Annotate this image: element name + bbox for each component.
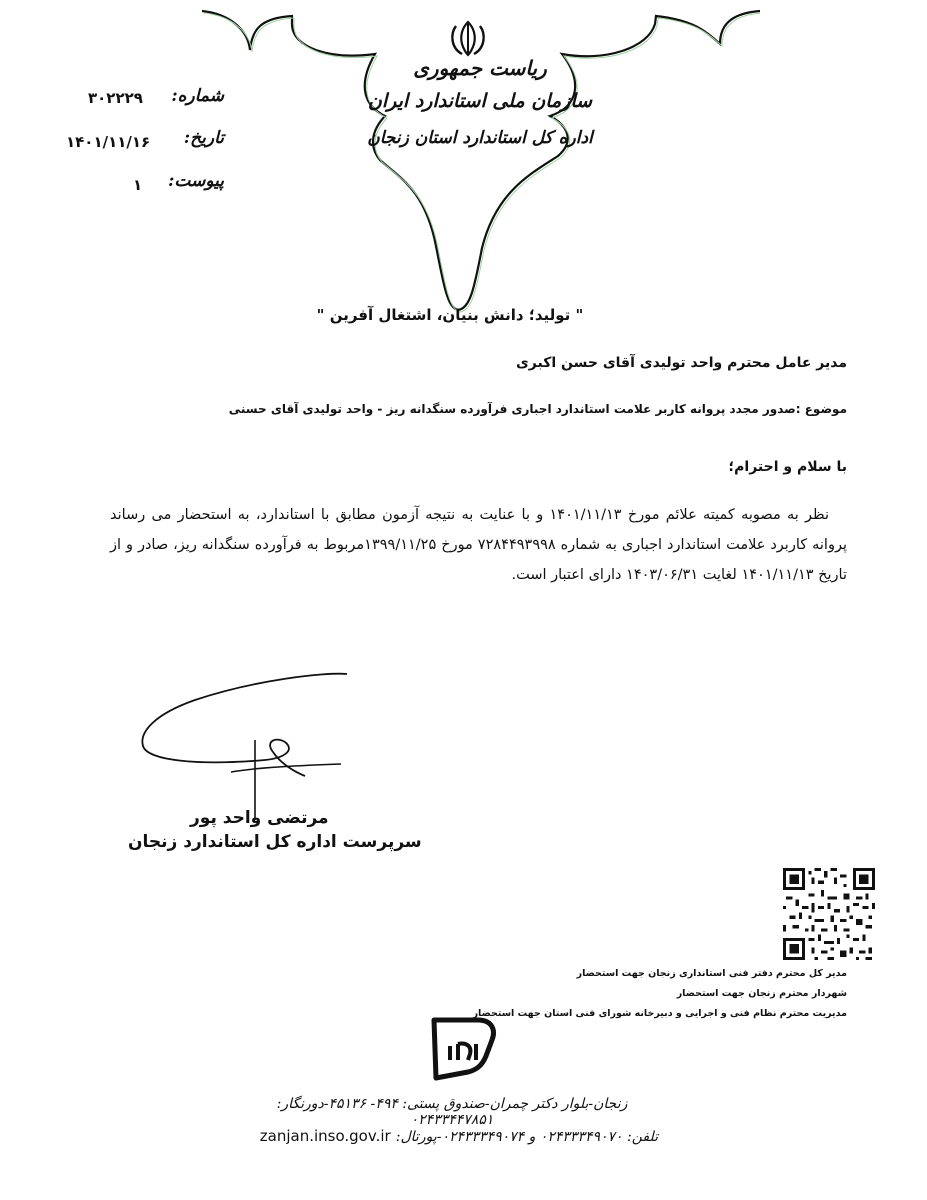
subject: موضوع :صدور مجدد پروانه کاربر علامت استاندارد اجباری فرآورده سنگدانه ریز - واحد تولیدی آقای حسنی bbox=[228, 402, 847, 416]
footer-contact-line bbox=[238, 1126, 658, 1150]
footer-phone: تلفن: ۰۲۴۳۳۳۴۹۰۷۰ و ۰۲۴۳۳۳۴۹۰۷۴-پورتال: bbox=[395, 1129, 658, 1145]
footer-website-link[interactable]: zanjan.inso.gov.ir bbox=[259, 1127, 391, 1145]
letter-body: نظر به مصوبه کمیته علائم مورخ ۱۴۰۱/۱۱/۱۳ و با عنایت به نتیجه آزمون مطابق با استاندارد، به استحضار می رساند پروانه کاربرد علامت استاندارد اجباری به شماره ۷۲۸۴۴۹۳۹۹۸ مورخ ۱۳۹۹/۱۱/۲۵مربوط به فرآورده سنگدانه ریز، صادر و از تاریخ ۱۴۰۱/۱۱/۱۳ لغایت ۱۴۰۳/۰۶/۳۱ دارای اعتبار است. bbox=[110, 507, 848, 583]
cc-item: مدیر کل محترم دفتر فنی استانداری زنجان جهت استحضار bbox=[576, 968, 847, 979]
handwritten-signature bbox=[135, 670, 355, 830]
header-presidency: ریاست جمهوری bbox=[413, 56, 547, 80]
date-value: ۱۴۰۱/۱۱/۱۶ bbox=[66, 133, 151, 151]
header-organization: سازمان ملی استاندارد ایران bbox=[367, 90, 593, 112]
cc-item: مدیریت محترم نظام فنی و اجرایی و دبیرخانه شورای فنی استان جهت استحضار bbox=[472, 1008, 847, 1019]
cc-item: شهردار محترم زنجان جهت استحضار bbox=[676, 988, 847, 999]
qr-code bbox=[783, 868, 875, 960]
attachment-label: پیوست: bbox=[168, 171, 224, 191]
standard-mark-logo bbox=[428, 1016, 500, 1082]
signer-title: سرپرست اداره کل استاندارد زنجان bbox=[128, 832, 422, 852]
date-label: تاریخ: bbox=[183, 128, 224, 148]
recipient: مدیر عامل محترم واحد تولیدی آقای حسن اکبری bbox=[515, 355, 847, 371]
greeting: با سلام و احترام؛ bbox=[728, 459, 847, 475]
header-department: اداره کل استاندارد استان زنجان bbox=[367, 128, 593, 148]
iran-emblem-icon bbox=[448, 20, 488, 58]
number-value: ۳۰۲۲۲۹ bbox=[88, 89, 143, 107]
slogan: " تولید؛ دانش بنیان، اشتغال آفرین " bbox=[316, 306, 584, 324]
number-label: شماره: bbox=[171, 86, 224, 106]
attachment-value: ۱ bbox=[133, 176, 143, 194]
signer-name: مرتضی واحد پور bbox=[190, 808, 329, 828]
footer-address: زنجان-بلوار دکتر چمران-صندوق پستی: ۴۹۴- ۴۵۱۳۶-دورنگار: ۰۲۴۳۳۴۴۷۸۵۱ bbox=[276, 1096, 628, 1128]
